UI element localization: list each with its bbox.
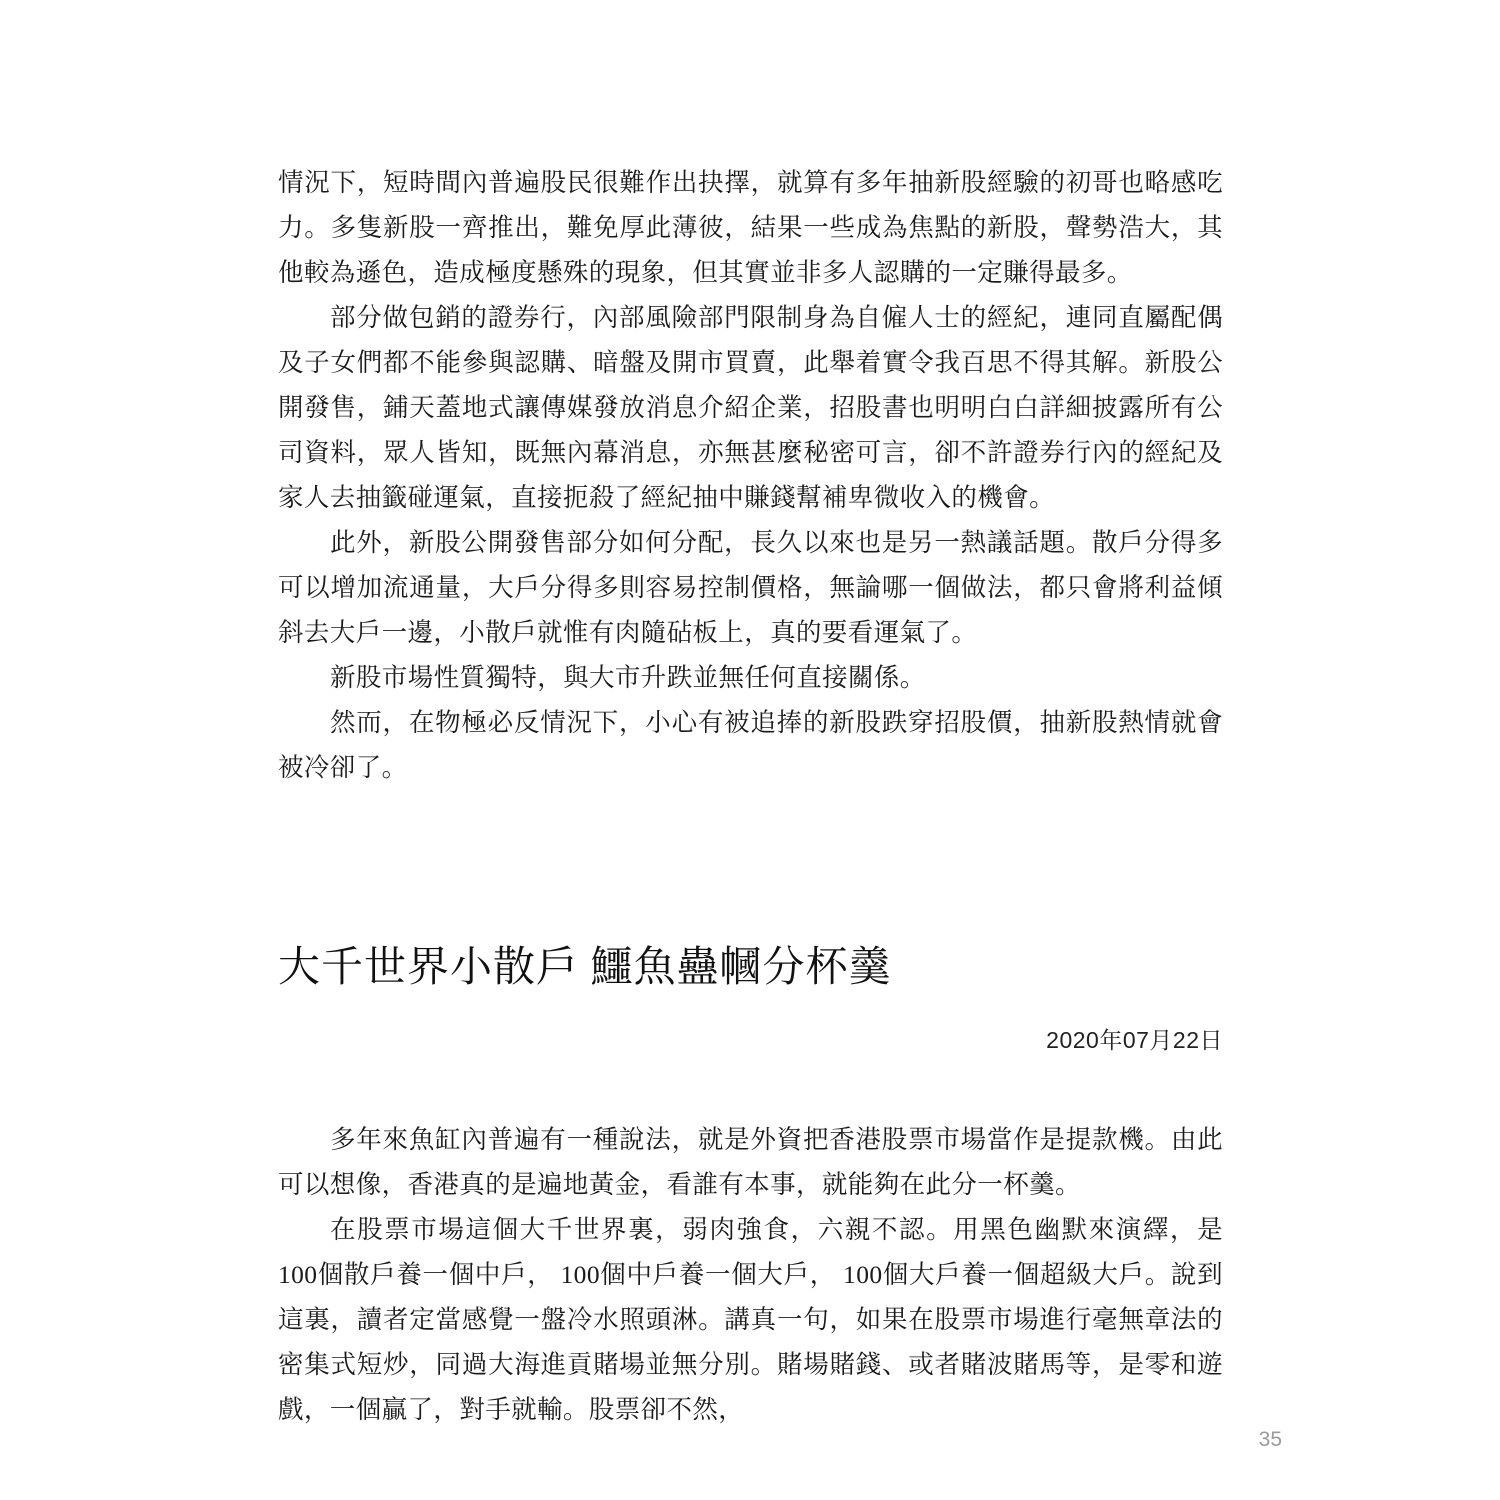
chapter-spacer [278, 1055, 1223, 1117]
page-number: 35 [1258, 1428, 1282, 1451]
body-paragraph: 在股票市場這個大千世界裏，弱肉強食，六親不認。用黑色幽默來演繹，是100個散戶養一個中戶， 100個中戶養一個大戶， 100個大戶養一個超級大戶。說到這裏，讀者定當感覺一盤冷水照頭淋。講真一句，如果在股票市場進行毫無章法的密集式短炒，同過大海進貢賭場並無分別。賭場賭錢、或者賭波賭馬等，是零和遊戲，一個贏了，對手就輸。股票卻不然， [278, 1215, 1223, 1424]
body-paragraph: 然而，在物極必反情況下，小心有被追捧的新股跌穿招股價，抽新股熱情就會被冷卻了。 [278, 708, 1223, 782]
body-paragraph: 情況下，短時間內普遍股民很難作出抉擇，就算有多年抽新股經驗的初哥也略感吃力。多隻新股一齊推出，難免厚此薄彼，結果一些成為焦點的新股，聲勢浩大，其他較為遜色，造成極度懸殊的現象，但其實並非多人認購的一定賺得最多。 [278, 168, 1223, 287]
page-content [278, 160, 1223, 1432]
chapter-title: 大千世界小散戶 鱷魚蠱幗分杯羹 [278, 945, 892, 991]
body-paragraph: 此外，新股公開發售部分如何分配，長久以來也是另一熱議話題。散戶分得多可以增加流通量，大戶分得多則容易控制價格，無論哪一個做法，都只會將利益傾斜去大戶一邊，小散戶就惟有肉隨砧板上，真的要看運氣了。 [278, 528, 1223, 647]
body-paragraph: 多年來魚缸內普遍有一種說法，就是外資把香港股票市場當作是提款機。由此可以想像，香港真的是遍地黃金，看誰有本事，就能夠在此分一杯羹。 [278, 1125, 1223, 1199]
body-paragraph: 新股市場性質獨特，與大市升跌並無任何直接關係。 [330, 663, 926, 692]
section-spacer [278, 790, 1223, 940]
body-paragraph: 部分做包銷的證券行，內部風險部門限制身為自僱人士的經紀，連同直屬配偶及子女們都不能參與認購、暗盤及開市買賣，此舉着實令我百思不得其解。新股公開發售，鋪天蓋地式讓傳媒發放消息介紹企業，招股書也明明白白詳細披露所有公司資料，眾人皆知，既無內幕消息，亦無甚麼秘密可言，卻不許證券行內的經紀及家人去抽籤碰運氣，直接扼殺了經紀抽中賺錢幫補卑微收入的機會。 [278, 303, 1223, 512]
chapter-date: 2020年07月22日 [1046, 1027, 1223, 1053]
